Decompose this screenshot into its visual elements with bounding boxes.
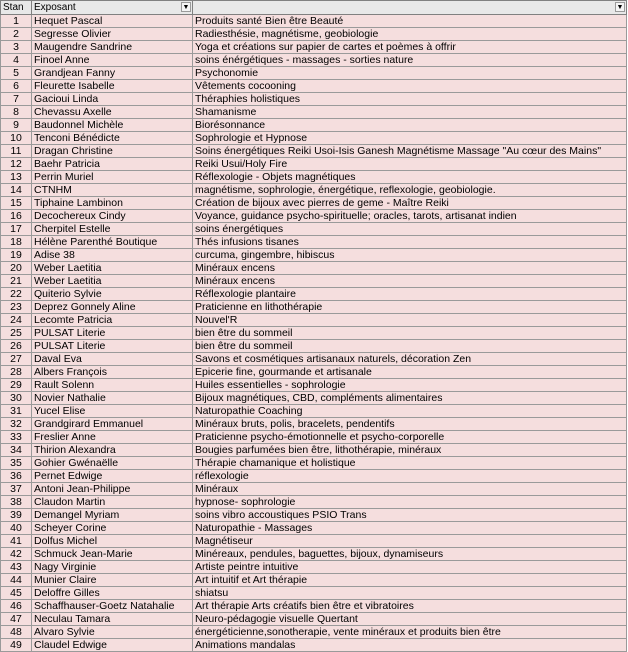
exposant-cell[interactable]: CTNHM: [32, 184, 193, 197]
table-row: [1, 340, 627, 353]
activite-cell[interactable]: Shamanisme: [193, 106, 627, 119]
stand-cell[interactable]: 20: [1, 262, 32, 275]
stand-cell[interactable]: 11: [1, 145, 32, 158]
stand-cell[interactable]: 21: [1, 275, 32, 288]
activite-cell[interactable]: Artiste peintre intuitive: [193, 561, 627, 574]
activite-cell[interactable]: Naturopathie - Massages: [193, 522, 627, 535]
stand-cell[interactable]: 49: [1, 639, 32, 652]
table-row: [1, 483, 627, 496]
stand-cell[interactable]: 9: [1, 119, 32, 132]
table-row: [1, 405, 627, 418]
table-row: [1, 262, 627, 275]
table-row: [1, 184, 627, 197]
exposant-cell[interactable]: Novier Nathalie: [32, 392, 193, 405]
exposant-cell[interactable]: Demangel Myriam: [32, 509, 193, 522]
stand-cell[interactable]: 24: [1, 314, 32, 327]
exposant-cell[interactable]: Weber Laetitia: [32, 262, 193, 275]
exposant-cell[interactable]: Dolfus Michel: [32, 535, 193, 548]
stand-cell[interactable]: 48: [1, 626, 32, 639]
stand-cell[interactable]: 13: [1, 171, 32, 184]
exposant-cell[interactable]: Baudonnel Michèle: [32, 119, 193, 132]
exposant-cell[interactable]: Quiterio Sylvie: [32, 288, 193, 301]
activite-cell[interactable]: Huiles essentielles - sophrologie: [193, 379, 627, 392]
activite-cell[interactable]: Art thérapie Arts créatifs bien être et vibratoires: [193, 600, 627, 613]
stand-cell[interactable]: 33: [1, 431, 32, 444]
stand-cell[interactable]: 18: [1, 236, 32, 249]
exposant-cell[interactable]: Chevassu Axelle: [32, 106, 193, 119]
stand-cell[interactable]: 4: [1, 54, 32, 67]
table-row: [1, 587, 627, 600]
activite-cell[interactable]: Psychonomie: [193, 67, 627, 80]
exposant-cell[interactable]: Hélène Parenthé Boutique: [32, 236, 193, 249]
table-row: [1, 28, 627, 41]
stand-cell[interactable]: 16: [1, 210, 32, 223]
exposant-cell[interactable]: Perrin Muriel: [32, 171, 193, 184]
stand-cell[interactable]: 30: [1, 392, 32, 405]
table-row: [1, 457, 627, 470]
table-row: [1, 639, 627, 652]
stand-cell[interactable]: 10: [1, 132, 32, 145]
table-row: [1, 379, 627, 392]
activite-cell[interactable]: Réflexologie - Objets magnétiques: [193, 171, 627, 184]
table-row: [1, 132, 627, 145]
stand-cell[interactable]: 34: [1, 444, 32, 457]
stand-cell[interactable]: 5: [1, 67, 32, 80]
activite-cell[interactable]: magnétisme, sophrologie, énergétique, reflexologie, geobiologie.: [193, 184, 627, 197]
exposant-cell[interactable]: Weber Laetitia: [32, 275, 193, 288]
exposant-cell[interactable]: Tiphaine Lambinon: [32, 197, 193, 210]
table-row: [1, 535, 627, 548]
stand-cell[interactable]: 15: [1, 197, 32, 210]
exposant-cell[interactable]: Schmuck Jean-Marie: [32, 548, 193, 561]
activite-cell[interactable]: Epicerie fine, gourmande et artisanale: [193, 366, 627, 379]
stand-cell[interactable]: 22: [1, 288, 32, 301]
exposant-cell[interactable]: Gacioui Linda: [32, 93, 193, 106]
activite-cell[interactable]: Sophrologie et Hypnose: [193, 132, 627, 145]
activite-cell[interactable]: Produits santé Bien être Beauté: [193, 15, 627, 28]
activite-cell[interactable]: Art intuitif et Art thérapie: [193, 574, 627, 587]
table-row: [1, 509, 627, 522]
activite-cell[interactable]: soins vibro accoustiques PSIO Trans: [193, 509, 627, 522]
table-row: [1, 210, 627, 223]
exposant-cell[interactable]: Hequet Pascal: [32, 15, 193, 28]
table-row: [1, 561, 627, 574]
table-row: [1, 327, 627, 340]
column-header-exposant[interactable]: [32, 1, 193, 15]
activite-cell[interactable]: Voyance, guidance psycho-spirituelle; oracles, tarots, artisanat indien: [193, 210, 627, 223]
table-row: [1, 106, 627, 119]
activite-cell[interactable]: bien être du sommeil: [193, 327, 627, 340]
table-row: [1, 626, 627, 639]
activite-cell[interactable]: Théraphies holistiques: [193, 93, 627, 106]
stand-cell[interactable]: 29: [1, 379, 32, 392]
stand-cell[interactable]: 7: [1, 93, 32, 106]
header-row: [1, 1, 627, 15]
activite-cell[interactable]: réflexologie: [193, 470, 627, 483]
exposant-cell[interactable]: Schaffhauser-Goetz Natahalie: [32, 600, 193, 613]
activite-cell[interactable]: Bijoux magnétiques, CBD, compléments alimentaires: [193, 392, 627, 405]
table-row: [1, 236, 627, 249]
table-row: [1, 197, 627, 210]
table-row: [1, 366, 627, 379]
stand-cell[interactable]: 6: [1, 80, 32, 93]
stand-cell[interactable]: 27: [1, 353, 32, 366]
activite-cell[interactable]: Neuro-pédagogie visuelle Quertant: [193, 613, 627, 626]
table-row: [1, 67, 627, 80]
stand-cell[interactable]: 39: [1, 509, 32, 522]
table-row: [1, 80, 627, 93]
activite-cell[interactable]: soins énergétiques: [193, 223, 627, 236]
table-body: [1, 15, 627, 652]
column-header-activite[interactable]: [193, 1, 627, 15]
exposant-cell[interactable]: Scheyer Corine: [32, 522, 193, 535]
table-row: [1, 54, 627, 67]
stand-cell[interactable]: 47: [1, 613, 32, 626]
table-row: [1, 145, 627, 158]
activite-cell[interactable]: Création de bijoux avec pierres de geme - Maître Reiki: [193, 197, 627, 210]
exposant-cell[interactable]: Rault Solenn: [32, 379, 193, 392]
exposant-cell[interactable]: Finoel Anne: [32, 54, 193, 67]
stand-cell[interactable]: 8: [1, 106, 32, 119]
exposant-cell[interactable]: Daval Eva: [32, 353, 193, 366]
activite-cell[interactable]: Nouvel'R: [193, 314, 627, 327]
exposant-cell[interactable]: Deprez Gonnely Aline: [32, 301, 193, 314]
column-header-stand[interactable]: [1, 1, 32, 15]
exposant-cell[interactable]: Munier Claire: [32, 574, 193, 587]
stand-cell[interactable]: 2: [1, 28, 32, 41]
activite-cell[interactable]: Biorésonnance: [193, 119, 627, 132]
table-row: [1, 275, 627, 288]
activite-cell[interactable]: Praticienne psycho-émotionnelle et psycho-corporelle: [193, 431, 627, 444]
exposant-cell[interactable]: Grandjean Fanny: [32, 67, 193, 80]
table-row: [1, 574, 627, 587]
exposant-cell[interactable]: PULSAT Literie: [32, 340, 193, 353]
table-row: [1, 93, 627, 106]
table-row: [1, 171, 627, 184]
exposant-cell[interactable]: Dragan Christine: [32, 145, 193, 158]
table-row: [1, 288, 627, 301]
table-row: [1, 496, 627, 509]
exposant-cell[interactable]: Grandgirard Emmanuel: [32, 418, 193, 431]
stand-cell[interactable]: 46: [1, 600, 32, 613]
activite-cell[interactable]: curcuma, gingembre, hibiscus: [193, 249, 627, 262]
stand-cell[interactable]: 42: [1, 548, 32, 561]
stand-cell[interactable]: 14: [1, 184, 32, 197]
stand-cell[interactable]: 28: [1, 366, 32, 379]
exposant-cell[interactable]: Freslier Anne: [32, 431, 193, 444]
exposant-cell[interactable]: Maugendre Sandrine: [32, 41, 193, 54]
table-row: [1, 470, 627, 483]
table-row: [1, 418, 627, 431]
activite-cell[interactable]: Minéreaux, pendules, baguettes, bijoux, dynamiseurs: [193, 548, 627, 561]
stand-cell[interactable]: 12: [1, 158, 32, 171]
table-row: [1, 15, 627, 28]
stand-cell[interactable]: 37: [1, 483, 32, 496]
activite-cell[interactable]: Radiesthésie, magnétisme, geobiologie: [193, 28, 627, 41]
filter-dropdown-icon[interactable]: ▼: [182, 4, 190, 11]
activite-cell[interactable]: Minéraux encens: [193, 275, 627, 288]
exposant-cell[interactable]: Albers François: [32, 366, 193, 379]
activite-cell[interactable]: shiatsu: [193, 587, 627, 600]
table-row: [1, 301, 627, 314]
exposant-cell[interactable]: Claudel Edwige: [32, 639, 193, 652]
activite-cell[interactable]: Praticienne en lithothérapie: [193, 301, 627, 314]
stand-cell[interactable]: 25: [1, 327, 32, 340]
exposant-cell[interactable]: Neculau Tamara: [32, 613, 193, 626]
stand-cell[interactable]: 32: [1, 418, 32, 431]
exposant-cell[interactable]: Antoni Jean-Philippe: [32, 483, 193, 496]
stand-cell[interactable]: 41: [1, 535, 32, 548]
exposant-cell[interactable]: Lecomte Patricia: [32, 314, 193, 327]
exposant-cell[interactable]: Deloffre Gilles: [32, 587, 193, 600]
table-row: [1, 223, 627, 236]
filter-dropdown-icon[interactable]: ▼: [616, 4, 624, 11]
exposant-cell[interactable]: PULSAT Literie: [32, 327, 193, 340]
stand-cell[interactable]: 36: [1, 470, 32, 483]
stand-cell[interactable]: 1: [1, 15, 32, 28]
activite-cell[interactable]: Réflexologie plantaire: [193, 288, 627, 301]
activite-cell[interactable]: Soins énergétiques Reiki Usoi-Isis Ganesh Magnétisme Massage "Au cœur des Mains": [193, 145, 627, 158]
table-row: [1, 431, 627, 444]
activite-cell[interactable]: soins énérgétiques - massages - sorties nature: [193, 54, 627, 67]
exposant-cell[interactable]: Segresse Olivier: [32, 28, 193, 41]
exposant-cell[interactable]: Alvaro Sylvie: [32, 626, 193, 639]
activite-cell[interactable]: Thés infusions tisanes: [193, 236, 627, 249]
stand-cell[interactable]: 43: [1, 561, 32, 574]
table-row: [1, 522, 627, 535]
exposant-cell[interactable]: Thirion Alexandra: [32, 444, 193, 457]
stand-cell[interactable]: 3: [1, 41, 32, 54]
activite-cell[interactable]: Thérapie chamanique et holistique: [193, 457, 627, 470]
table-row: [1, 158, 627, 171]
column-header-exposant-label: Exposant: [34, 2, 76, 13]
table-row: [1, 613, 627, 626]
column-header-stand-label: Stan: [3, 2, 24, 13]
activite-cell[interactable]: Minéraux bruts, polis, bracelets, pendentifs: [193, 418, 627, 431]
exposant-cell[interactable]: Yucel Elise: [32, 405, 193, 418]
activite-cell[interactable]: Animations mandalas: [193, 639, 627, 652]
stand-cell[interactable]: 40: [1, 522, 32, 535]
table-row: [1, 600, 627, 613]
table-row: [1, 119, 627, 132]
table-row: [1, 444, 627, 457]
activite-cell[interactable]: Naturopathie Coaching: [193, 405, 627, 418]
stand-cell[interactable]: 45: [1, 587, 32, 600]
stand-cell[interactable]: 19: [1, 249, 32, 262]
column-header-activite-label: [193, 2, 195, 13]
stand-cell[interactable]: 17: [1, 223, 32, 236]
stand-cell[interactable]: 26: [1, 340, 32, 353]
activite-cell[interactable]: Minéraux encens: [193, 262, 627, 275]
activite-cell[interactable]: Magnétiseur: [193, 535, 627, 548]
activite-cell[interactable]: Savons et cosmétiques artisanaux naturels, décoration Zen: [193, 353, 627, 366]
activite-cell[interactable]: énergéticienne,sonotherapie, vente minéraux et produits bien être: [193, 626, 627, 639]
exposant-cell[interactable]: Gohier Gwénaëlle: [32, 457, 193, 470]
activite-cell[interactable]: Yoga et créations sur papier de cartes et poèmes à offrir: [193, 41, 627, 54]
stand-cell[interactable]: 31: [1, 405, 32, 418]
exposant-cell[interactable]: Nagy Virginie: [32, 561, 193, 574]
table-row: [1, 41, 627, 54]
stand-cell[interactable]: 35: [1, 457, 32, 470]
activite-cell[interactable]: Vêtements cocooning: [193, 80, 627, 93]
exposant-cell[interactable]: Fleurette Isabelle: [32, 80, 193, 93]
activite-cell[interactable]: Minéraux: [193, 483, 627, 496]
exposant-cell[interactable]: Claudon Martin: [32, 496, 193, 509]
table-row: [1, 353, 627, 366]
activite-cell[interactable]: hypnose- sophrologie: [193, 496, 627, 509]
table-row: [1, 548, 627, 561]
table-row: [1, 392, 627, 405]
exposant-cell[interactable]: Cherpitel Estelle: [32, 223, 193, 236]
exposant-cell[interactable]: Tenconi Bénédicte: [32, 132, 193, 145]
activite-cell[interactable]: bien être du sommeil: [193, 340, 627, 353]
stand-cell[interactable]: 23: [1, 301, 32, 314]
stand-cell[interactable]: 44: [1, 574, 32, 587]
exposant-cell[interactable]: Pernet Edwige: [32, 470, 193, 483]
table-row: [1, 314, 627, 327]
table-row: [1, 249, 627, 262]
exposant-cell[interactable]: Decochereux Cindy: [32, 210, 193, 223]
exposant-cell[interactable]: Baehr Patricia: [32, 158, 193, 171]
activite-cell[interactable]: Reiki Usui/Holy Fire: [193, 158, 627, 171]
exposant-cell[interactable]: Adise 38: [32, 249, 193, 262]
stand-cell[interactable]: 38: [1, 496, 32, 509]
activite-cell[interactable]: Bougies parfumées bien être, lithothérapie, minéraux: [193, 444, 627, 457]
